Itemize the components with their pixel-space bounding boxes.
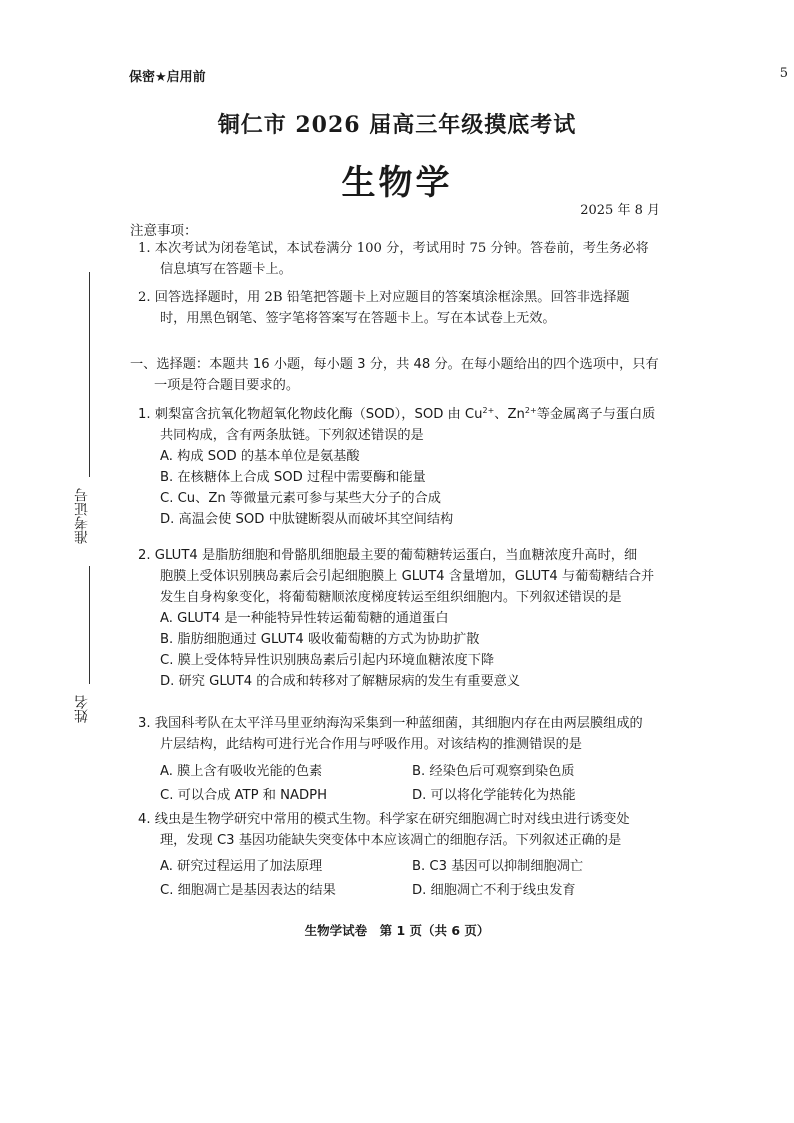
binding-line-middle — [89, 566, 90, 684]
page-footer: 生物学试卷 第 1 页（共 6 页） — [304, 923, 490, 938]
question-2-option-c: C. 膜上受体特异性识别胰岛素后引起内环境血糖浓度下降 — [160, 653, 495, 668]
exam-date: 2025 年 8 月 — [580, 203, 660, 218]
question-3 — [138, 713, 643, 755]
notice-item-2-line-2: 时，用黑色钢笔、签字笔将答案写在答题卡上。写在本试卷上无效。 — [160, 311, 556, 326]
notice-heading: 注意事项： — [130, 223, 198, 239]
notice-item-1-line-1: 1. 本次考试为闭卷笔试，本试卷满分 100 分，考试用时 75 分钟。答卷前，考生务必将 — [138, 241, 649, 256]
question-1-option-c: C. Cu、Zn 等微量元素可参与某些大分子的合成 — [160, 491, 441, 506]
binding-line-top — [89, 272, 90, 477]
cu-charge: 2+ — [482, 406, 495, 415]
exam-title: 铜仁市 2026 届高三年级摸底考试 — [217, 112, 577, 138]
confidential-mark: 保密★启用前 — [129, 70, 206, 85]
zn-charge: 2+ — [524, 406, 537, 415]
question-2 — [138, 545, 654, 692]
question-1-option-b: B. 在核糖体上合成 SOD 过程中需要酶和能量 — [160, 470, 426, 485]
question-4-stem-line-2: 理，发现 C3 基因功能缺失突变体中本应该凋亡的细胞存活。下列叙述正确的是 — [160, 833, 622, 848]
question-1-stem-b: 、Zn — [494, 407, 525, 422]
question-2-option-d: D. 研究 GLUT4 的合成和转移对了解糖尿病的发生有重要意义 — [160, 674, 521, 689]
question-4-stem-line-1: 4. 线虫是生物学研究中常用的模式生物。科学家在研究细胞凋亡时对线虫进行诱变处 — [138, 812, 630, 827]
section-heading — [130, 354, 659, 396]
question-4-option-a: A. 研究过程运用了加法原理 — [160, 859, 323, 874]
question-3-stem-line-1: 3. 我国科考队在太平洋马里亚纳海沟采集到一种蓝细菌，其细胞内存在由两层膜组成的 — [138, 716, 643, 731]
question-4-option-d: D. 细胞凋亡不利于线虫发育 — [412, 883, 576, 898]
subject-title: 生物学 — [341, 163, 453, 203]
question-3-option-a: A. 膜上含有吸收光能的色素 — [160, 764, 323, 779]
question-4 — [138, 809, 630, 851]
question-3-option-d: D. 可以将化学能转化为热能 — [412, 788, 576, 803]
question-3-stem-line-2: 片层结构，此结构可进行光合作用与呼吸作用。对该结构的推测错误的是 — [160, 737, 582, 752]
notice-item-2-line-1: 2. 回答选择题时，用 2B 铅笔把答题卡上对应题目的答案填涂框涂黑。回答非选择题 — [138, 290, 630, 305]
question-3-option-c: C. 可以合成 ATP 和 NADPH — [160, 788, 328, 803]
question-4-option-b: B. C3 基因可以抑制细胞凋亡 — [412, 859, 584, 874]
question-2-stem-line-1: 2. GLUT4 是脂肪细胞和骨骼肌细胞最主要的葡萄糖转运蛋白，当血糖浓度升高时，细 — [138, 548, 638, 563]
name-label: 姓名 — [74, 695, 90, 723]
question-1-stem-c: 等金属离子与蛋白质 — [536, 407, 656, 422]
notice-item-1-line-2: 信息填写在答题卡上。 — [160, 262, 292, 277]
question-1-option-a: A. 构成 SOD 的基本单位是氨基酸 — [160, 449, 360, 464]
question-2-option-a: A. GLUT4 是一种能特异性转运葡萄糖的通道蛋白 — [160, 611, 449, 626]
section-heading-line-2: 一项是符合题目要求的。 — [154, 378, 300, 393]
question-1-stem-line-1 — [138, 404, 655, 425]
corner-page-number: 5 — [779, 66, 788, 81]
question-2-stem-line-3: 发生自身构象变化，将葡萄糖顺浓度梯度转运至组织细胞内。下列叙述错误的是 — [160, 590, 622, 605]
question-1-stem-line-2: 共同构成，含有两条肽链。下列叙述错误的是 — [160, 428, 424, 443]
question-1-stem-a: 1. 刺梨富含抗氧化物超氧化物歧化酶（SOD），SOD 由 Cu — [138, 407, 483, 422]
question-4-option-c: C. 细胞凋亡是基因表达的结果 — [160, 883, 336, 898]
exam-number-label: 准考证号 — [74, 488, 90, 544]
notice-item-2 — [138, 287, 630, 329]
question-1 — [138, 404, 655, 530]
section-heading-line-1: 一、选择题：本题共 16 小题，每小题 3 分，共 48 分。在每小题给出的四个选项中，只有 — [130, 357, 659, 372]
question-3-option-b: B. 经染色后可观察到染色质 — [412, 764, 575, 779]
question-2-stem-line-2: 胞膜上受体识别胰岛素后会引起细胞膜上 GLUT4 含量增加，GLUT4 与葡萄糖结合并 — [160, 569, 655, 584]
question-2-option-b: B. 脂肪细胞通过 GLUT4 吸收葡萄糖的方式为协助扩散 — [160, 632, 480, 647]
question-1-option-d: D. 高温会使 SOD 中肽键断裂从而破坏其空间结构 — [160, 512, 454, 527]
notice-item-1 — [138, 238, 649, 280]
